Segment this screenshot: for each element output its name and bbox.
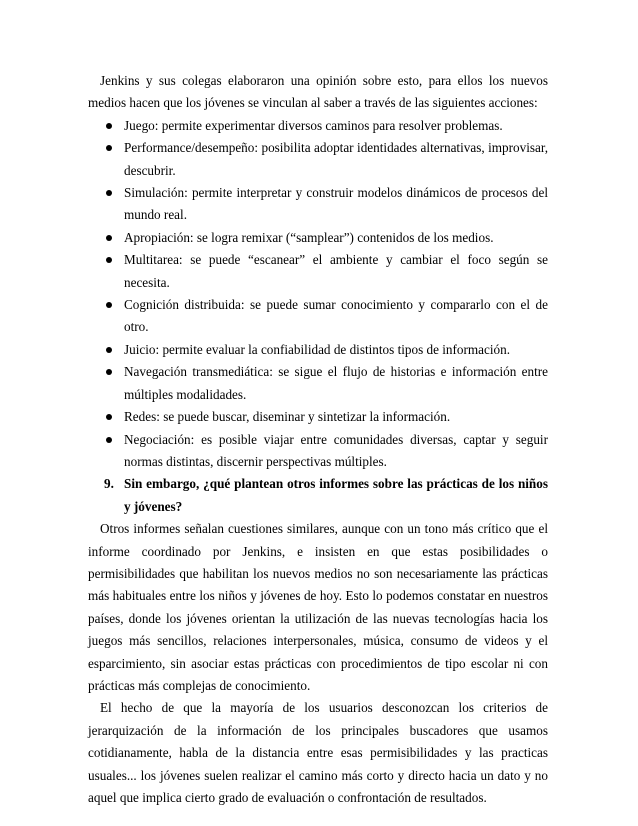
list-item-text: Performance/desempeño: posibilita adoptar identidades alternativas, improvisar, descubrir. (124, 140, 548, 178)
bullet-icon (106, 235, 112, 241)
list-item (88, 249, 548, 294)
list-item-text: Multitarea: se puede “escanear” el ambiente y cambiar el foco según se necesita. (124, 252, 548, 290)
bullet-icon (106, 257, 112, 263)
list-item-text: Navegación transmediática: se sigue el flujo de historias e información entre múltiples modalidades. (124, 364, 548, 402)
bullet-icon (106, 437, 112, 443)
question-text: Sin embargo, ¿qué plantean otros informes sobre las prácticas de los niños y jóvenes? (124, 476, 548, 514)
question-number: 9. (104, 476, 114, 492)
list-item-text: Juego: permite experimentar diversos caminos para resolver problemas. (124, 117, 503, 133)
list-item (88, 361, 548, 406)
body-paragraph: Otros informes señalan cuestiones similares, aunque con un tono más crítico que el informe coordinado por Jenkins, e insisten en que estas posibilidades o permisibilidades que habilitan los nuevos medios no son necesariamente las prácticas más habituales entre los niños y jóvenes de hoy. Esto lo podemos constatar en nuestros países, donde los jóvenes orientan la utilización de las nuevas tecnologías hacia los juegos más sencillos, relaciones interpersonales, música, consumo de videos y el esparcimiento, sin asociar estas prácticas con procedimientos de tipo escolar ni con prácticas más complejas de conocimiento. (88, 521, 548, 693)
list-item-text: Apropiación: se logra remixar (“samplear”) contenidos de los medios. (124, 229, 494, 245)
bullet-icon (106, 190, 112, 196)
list-item (88, 339, 548, 361)
list-item (88, 137, 548, 182)
list-item (88, 182, 548, 227)
body-paragraph: El hecho de que la mayoría de los usuarios desconozcan los criterios de jerarquización de la información de los principales buscadores que usamos cotidianamente, habla de la distancia entre esas permisibilidades y las practicas usuales... los jóvenes suelen realizar el camino más corto y directo hacia un dato y no aquel que implica cierto grado de evaluación o confrontación de resultados. (88, 700, 548, 805)
bullet-icon (106, 123, 112, 129)
list-item (88, 429, 548, 474)
list-item-text: Cognición distribuida: se puede sumar conocimiento y compararlo con el de otro. (124, 297, 548, 335)
list-item (88, 115, 548, 137)
intro-paragraph: Jenkins y sus colegas elaboraron una opinión sobre esto, para ellos los nuevos medios hacen que los jóvenes se vinculan al saber a través de las siguientes acciones: (88, 73, 548, 111)
bullet-icon (106, 145, 112, 151)
bullet-icon (106, 302, 112, 308)
page-content (88, 70, 548, 809)
list-item-text: Juicio: permite evaluar la confiabilidad de distintos tipos de información. (124, 341, 510, 357)
list-item (88, 294, 548, 339)
bullet-icon (106, 369, 112, 375)
actions-list (88, 115, 548, 474)
list-item-text: Negociación: es posible viajar entre comunidades diversas, captar y seguir normas distintas, discernir perspectivas múltiples. (124, 431, 548, 469)
bullet-icon (106, 414, 112, 420)
list-item-text: Simulación: permite interpretar y construir modelos dinámicos de procesos del mundo real. (124, 185, 548, 223)
question-heading (88, 473, 548, 518)
list-item (88, 406, 548, 428)
bullet-icon (106, 347, 112, 353)
list-item-text: Redes: se puede buscar, diseminar y sintetizar la información. (124, 409, 451, 425)
list-item (88, 227, 548, 249)
